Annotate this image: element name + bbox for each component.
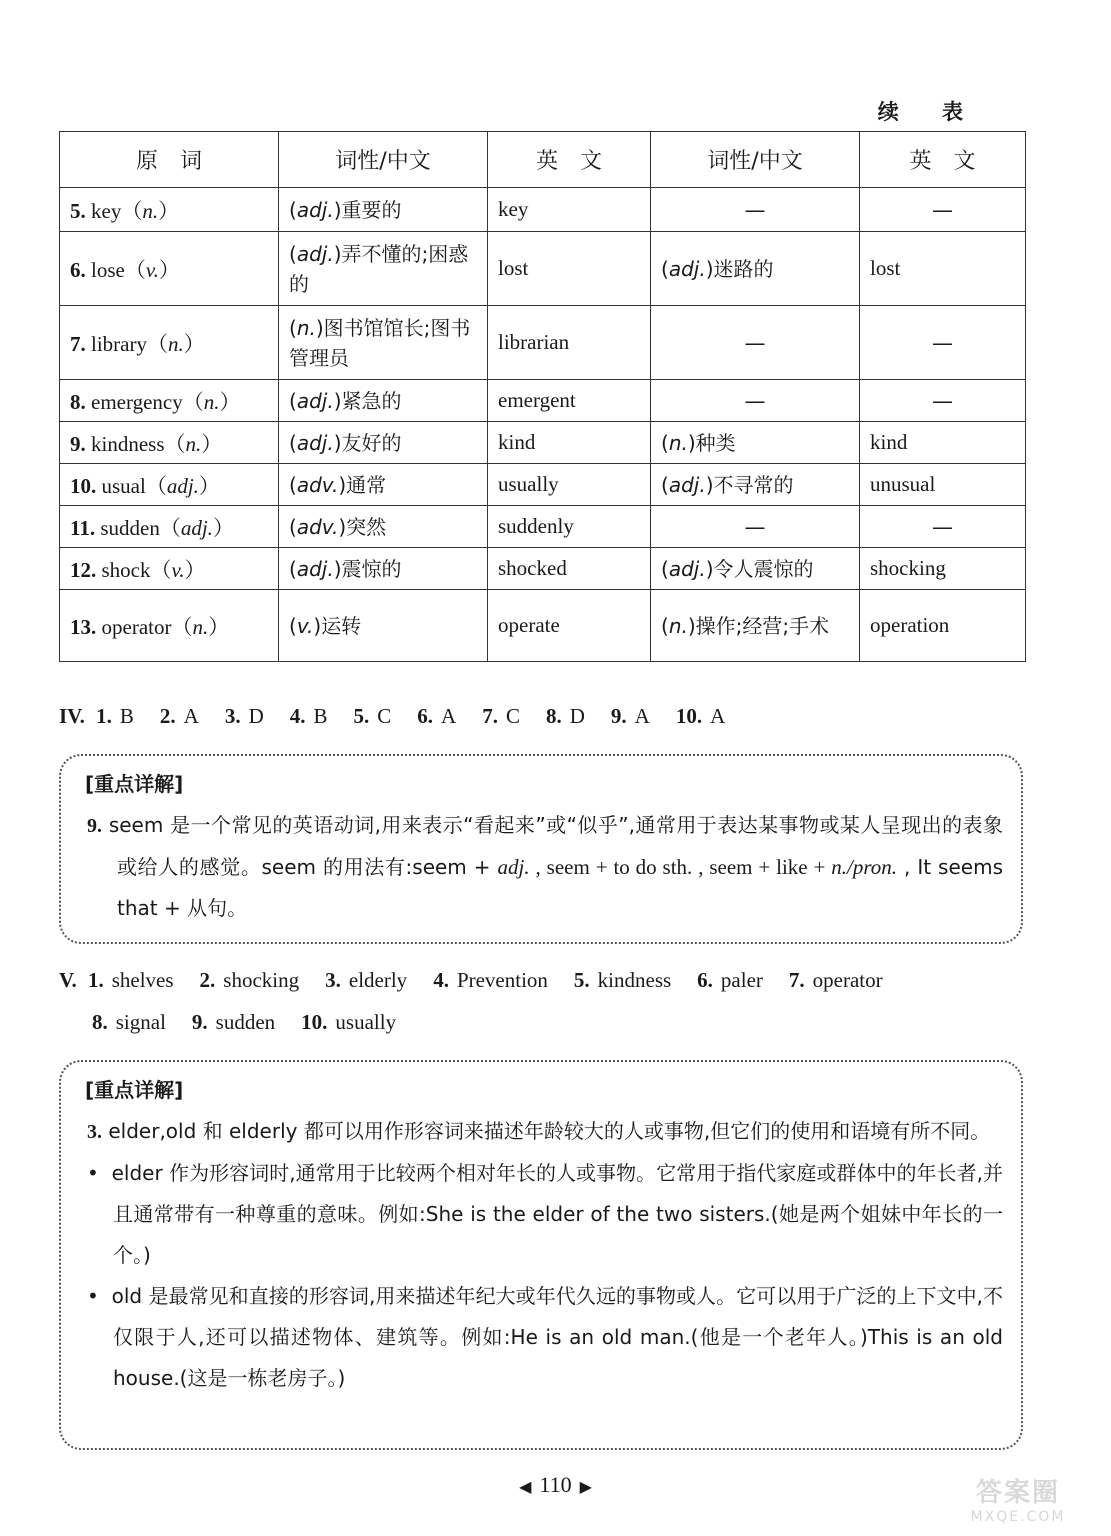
cell-pos-chinese-2: (n.)操作;经营;手术 bbox=[651, 590, 860, 662]
cell-pos-chinese-2: — bbox=[651, 380, 860, 422]
section-v-label: V. bbox=[59, 968, 77, 992]
answer-item: 7. C bbox=[482, 704, 520, 728]
cell-english-2: unusual bbox=[860, 464, 1026, 506]
cell-english-2: operation bbox=[860, 590, 1026, 662]
answer-item: 4. B bbox=[289, 704, 328, 728]
cell-english-1: shocked bbox=[488, 548, 651, 590]
watermark bbox=[943, 1478, 1093, 1530]
cell-pos-chinese-1: (adv.)突然 bbox=[279, 506, 488, 548]
box2-title: [重点详解] bbox=[85, 1078, 184, 1102]
cell-original-word: 8. emergency（n.） bbox=[60, 380, 279, 422]
box1-adj: adj. bbox=[497, 855, 530, 879]
header-pos-chinese-2: 词性/中文 bbox=[651, 132, 860, 188]
answer-item: 9. A bbox=[610, 704, 650, 728]
table-row bbox=[60, 306, 1026, 380]
cell-original-word: 10. usual（adj.） bbox=[60, 464, 279, 506]
cell-pos-chinese-1: (v.)运转 bbox=[279, 590, 488, 662]
answer-item: 4. Prevention bbox=[433, 968, 548, 992]
box1-title: [重点详解] bbox=[85, 772, 184, 796]
cell-pos-chinese-2: (adj.)令人震惊的 bbox=[651, 548, 860, 590]
cell-english-1: suddenly bbox=[488, 506, 651, 548]
answer-item: 2. A bbox=[159, 704, 199, 728]
cell-pos-chinese-1: (adj.)友好的 bbox=[279, 422, 488, 464]
continued-label: 续 表 bbox=[877, 100, 981, 124]
cell-pos-chinese-2: (n.)种类 bbox=[651, 422, 860, 464]
table-row bbox=[60, 590, 1026, 662]
cell-pos-chinese-2: — bbox=[651, 306, 860, 380]
cell-english-2: shocking bbox=[860, 548, 1026, 590]
answer-item: 2. shocking bbox=[199, 968, 300, 992]
section-iv-answers bbox=[59, 704, 751, 729]
cell-original-word: 7. library（n.） bbox=[60, 306, 279, 380]
box2-intro bbox=[87, 1111, 1003, 1153]
answer-item: 6. A bbox=[417, 704, 457, 728]
answer-item: 8. D bbox=[545, 704, 585, 728]
answer-item: 10. A bbox=[675, 704, 726, 728]
answer-item: 1. shelves bbox=[87, 968, 174, 992]
watermark-logo-text: 答案圈 bbox=[975, 1478, 1060, 1508]
box1-npron: n./pron. bbox=[831, 855, 897, 879]
answer-item: 10. usually bbox=[301, 1010, 397, 1034]
cell-pos-chinese-1: (adj.)弄不懂的;困惑的 bbox=[279, 232, 488, 306]
box2-bullet2-text: old 是最常见和直接的形容词,用来描述年纪大或年代久远的事物或人。它可以用于广泛的上下文中,不仅限于人,还可以描述物体、建筑等。例如:He is an old man.(他是一个老年人。)This is an old house.(这是一栋老房子。) bbox=[111, 1284, 1004, 1390]
answer-item: 5. C bbox=[353, 704, 392, 728]
cell-english-2: — bbox=[860, 188, 1026, 232]
header-original-word: 原 词 bbox=[60, 132, 279, 188]
box1-paragraph bbox=[87, 805, 1003, 929]
cell-pos-chinese-2: (adj.)迷路的 bbox=[651, 232, 860, 306]
page-number-text: 110 bbox=[539, 1472, 572, 1497]
table-header-row bbox=[60, 132, 1026, 188]
bullet-icon: • bbox=[87, 1161, 112, 1185]
cell-english-1: kind bbox=[488, 422, 651, 464]
cell-pos-chinese-1: (adj.)震惊的 bbox=[279, 548, 488, 590]
answer-item: 1. B bbox=[96, 704, 134, 728]
cell-original-word: 13. operator（n.） bbox=[60, 590, 279, 662]
section-iv-label: IV. bbox=[59, 704, 85, 728]
cell-english-2: — bbox=[860, 380, 1026, 422]
box1-text3: , It seems that + 从句。 bbox=[117, 855, 1003, 920]
cell-pos-chinese-2: — bbox=[651, 188, 860, 232]
bullet-icon: • bbox=[87, 1284, 112, 1308]
answer-item: 3. elderly bbox=[325, 968, 408, 992]
cell-pos-chinese-2: — bbox=[651, 506, 860, 548]
table-row bbox=[60, 464, 1026, 506]
cell-pos-chinese-1: (n.)图书馆馆长;图书管理员 bbox=[279, 306, 488, 380]
table-row bbox=[60, 380, 1026, 422]
key-explanation-box-1 bbox=[59, 754, 1023, 944]
cell-english-1: lost bbox=[488, 232, 651, 306]
box1-number: 9. bbox=[87, 815, 102, 837]
watermark-url: MXQE.COM bbox=[970, 1509, 1066, 1525]
cell-english-1: librarian bbox=[488, 306, 651, 380]
box1-text2: , seem + to do sth. , seem + like + bbox=[529, 855, 832, 879]
cell-english-1: emergent bbox=[488, 380, 651, 422]
cell-pos-chinese-1: (adj.)重要的 bbox=[279, 188, 488, 232]
header-english-2: 英 文 bbox=[860, 132, 1026, 188]
cell-english-2: — bbox=[860, 306, 1026, 380]
answer-item: 8. signal bbox=[92, 1010, 166, 1034]
cell-pos-chinese-1: (adv.)通常 bbox=[279, 464, 488, 506]
vocabulary-table bbox=[59, 131, 1026, 662]
cell-english-1: key bbox=[488, 188, 651, 232]
cell-original-word: 11. sudden（adj.） bbox=[60, 506, 279, 548]
header-english-1: 英 文 bbox=[488, 132, 651, 188]
section-v-answers-line1 bbox=[59, 968, 909, 993]
right-triangle-icon: ▶ bbox=[579, 1479, 592, 1496]
table-row bbox=[60, 506, 1026, 548]
table-row bbox=[60, 188, 1026, 232]
answer-item: 6. paler bbox=[697, 968, 763, 992]
box2-intro-text: elder,old 和 elderly 都可以用作形容词来描述年龄较大的人或事物,但它们的使用和语境有所不同。 bbox=[108, 1119, 991, 1143]
cell-original-word: 9. kindness（n.） bbox=[60, 422, 279, 464]
answer-item: 9. sudden bbox=[191, 1010, 276, 1034]
box2-number: 3. bbox=[87, 1121, 102, 1143]
cell-english-1: usually bbox=[488, 464, 651, 506]
box2-bullet-elder bbox=[87, 1153, 1003, 1276]
box1-text1: seem 是一个常见的英语动词,用来表示“看起来”或“似乎”,通常用于表达某事物或某人呈现出的表象或给人的感觉。seem 的用法有:seem + bbox=[108, 813, 1004, 879]
left-triangle-icon: ◀ bbox=[519, 1479, 532, 1496]
table-row bbox=[60, 232, 1026, 306]
table-row bbox=[60, 422, 1026, 464]
cell-english-2: kind bbox=[860, 422, 1026, 464]
cell-original-word: 5. key（n.） bbox=[60, 188, 279, 232]
box2-bullet-old bbox=[87, 1276, 1003, 1399]
answer-item: 5. kindness bbox=[573, 968, 672, 992]
section-v-answers-line2 bbox=[92, 1010, 422, 1035]
cell-pos-chinese-2: (adj.)不寻常的 bbox=[651, 464, 860, 506]
table-row bbox=[60, 548, 1026, 590]
box2-bullet1-text: elder 作为形容词时,通常用于比较两个相对年长的人或事物。它常用于指代家庭或群体中的年长者,并且通常带有一种尊重的意味。例如:She is the elder of the two sisters.(她是两个姐妹中年长的一个。) bbox=[111, 1161, 1004, 1267]
key-explanation-box-2 bbox=[59, 1060, 1023, 1450]
cell-english-1: operate bbox=[488, 590, 651, 662]
answer-item: 7. operator bbox=[788, 968, 883, 992]
cell-english-2: — bbox=[860, 506, 1026, 548]
cell-original-word: 6. lose（v.） bbox=[60, 232, 279, 306]
answer-item: 3. D bbox=[224, 704, 264, 728]
cell-english-2: lost bbox=[860, 232, 1026, 306]
header-pos-chinese-1: 词性/中文 bbox=[279, 132, 488, 188]
cell-original-word: 12. shock（v.） bbox=[60, 548, 279, 590]
cell-pos-chinese-1: (adj.)紧急的 bbox=[279, 380, 488, 422]
